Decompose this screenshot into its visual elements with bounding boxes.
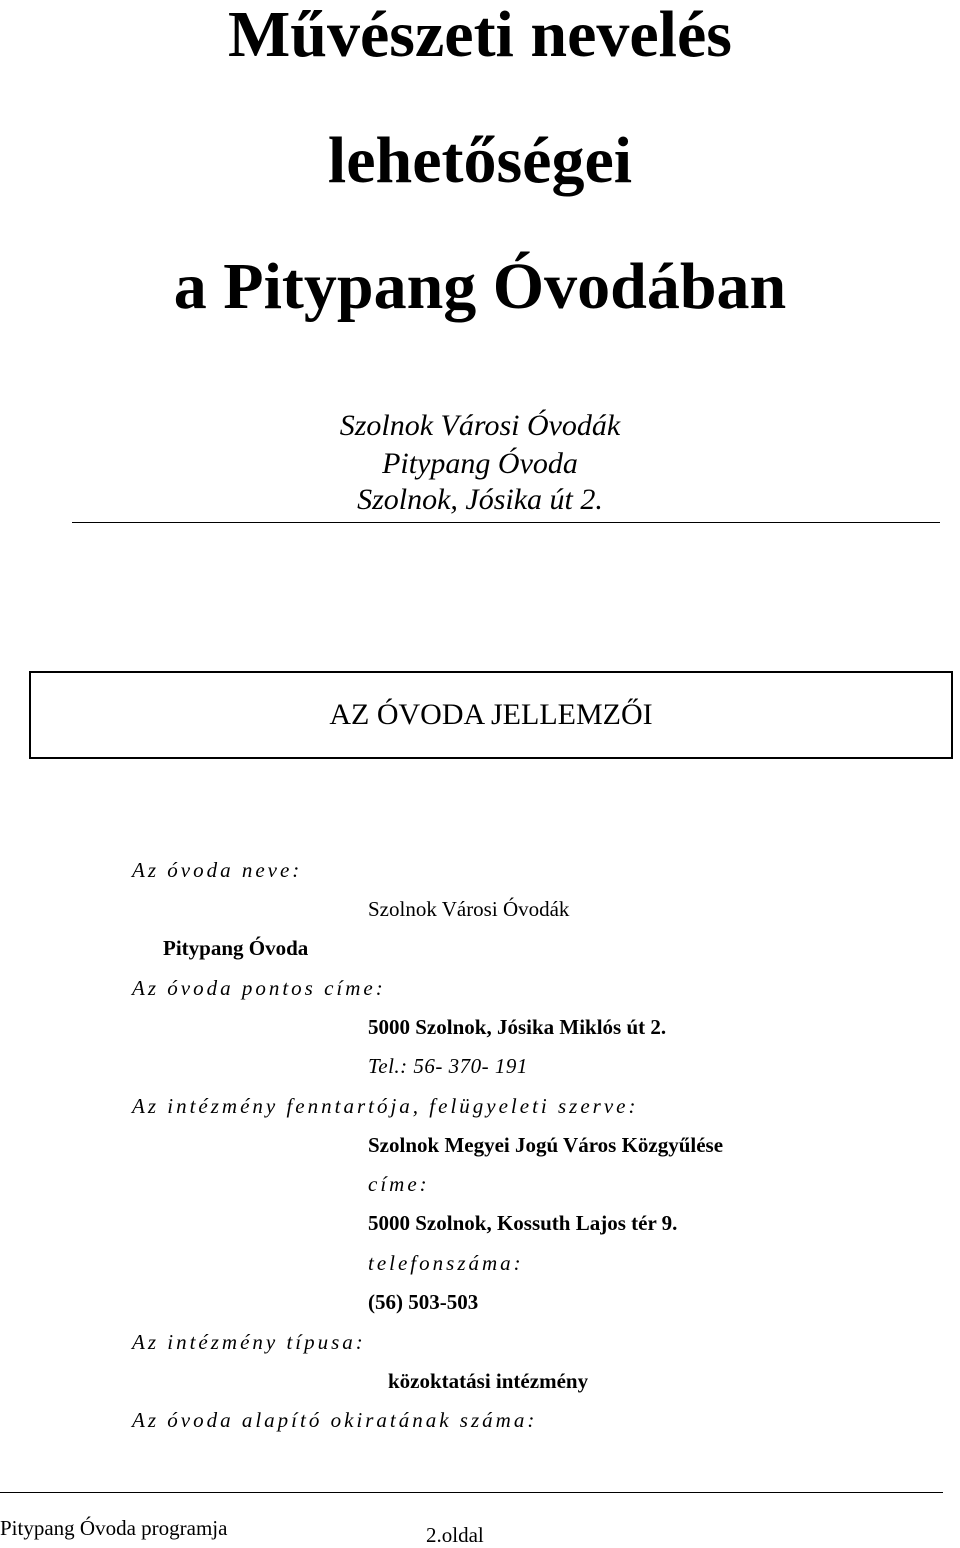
header-divider <box>72 522 940 523</box>
name-value-kindergarten: Pitypang Óvoda <box>163 936 309 960</box>
type-value: közoktatási intézmény <box>388 1369 589 1393</box>
maintainer-value: Szolnok Megyei Jogú Város Közgyűlése <box>368 1133 724 1157</box>
tel-value: : 56- 370- 191 <box>400 1054 528 1078</box>
tel-prefix: Tel. <box>368 1054 401 1078</box>
name-label: Az óvoda neve: <box>132 858 303 882</box>
name-value-org: Szolnok Városi Óvodák <box>368 897 570 921</box>
header-address: Szolnok, Jósika út 2. <box>357 483 603 516</box>
footer-divider <box>0 1492 943 1493</box>
section-title-box <box>29 671 953 759</box>
charter-label: Az óvoda alapító okiratának száma: <box>132 1408 538 1432</box>
title-line-3: a Pitypang Óvodában <box>173 250 787 323</box>
tel-line <box>368 1054 528 1079</box>
footer-page-number: 2.oldal <box>426 1523 484 1547</box>
maintainer-label: Az intézmény fenntartója, felügyeleti szerve: <box>132 1094 639 1118</box>
maintainer-phone-label: telefonszáma: <box>368 1251 524 1275</box>
title-line-1: Művészeti nevelés <box>228 0 732 71</box>
header-kindergarten: Pitypang Óvoda <box>382 447 578 480</box>
section-title: AZ ÓVODA JELLEMZŐI <box>329 698 653 731</box>
header-org: Szolnok Városi Óvodák <box>339 409 621 442</box>
type-label: Az intézmény típusa: <box>132 1330 366 1354</box>
maintainer-address-value: 5000 Szolnok, Kossuth Lajos tér 9. <box>368 1211 678 1235</box>
address-value: 5000 Szolnok, Jósika Miklós út 2. <box>368 1015 667 1039</box>
footer-program-name: Pitypang Óvoda programja <box>0 1516 228 1540</box>
address-label: Az óvoda pontos címe: <box>132 976 386 1000</box>
title-line-2: lehetőségei <box>327 124 633 197</box>
maintainer-address-label: címe: <box>368 1172 430 1196</box>
maintainer-phone-value: (56) 503-503 <box>368 1290 479 1314</box>
